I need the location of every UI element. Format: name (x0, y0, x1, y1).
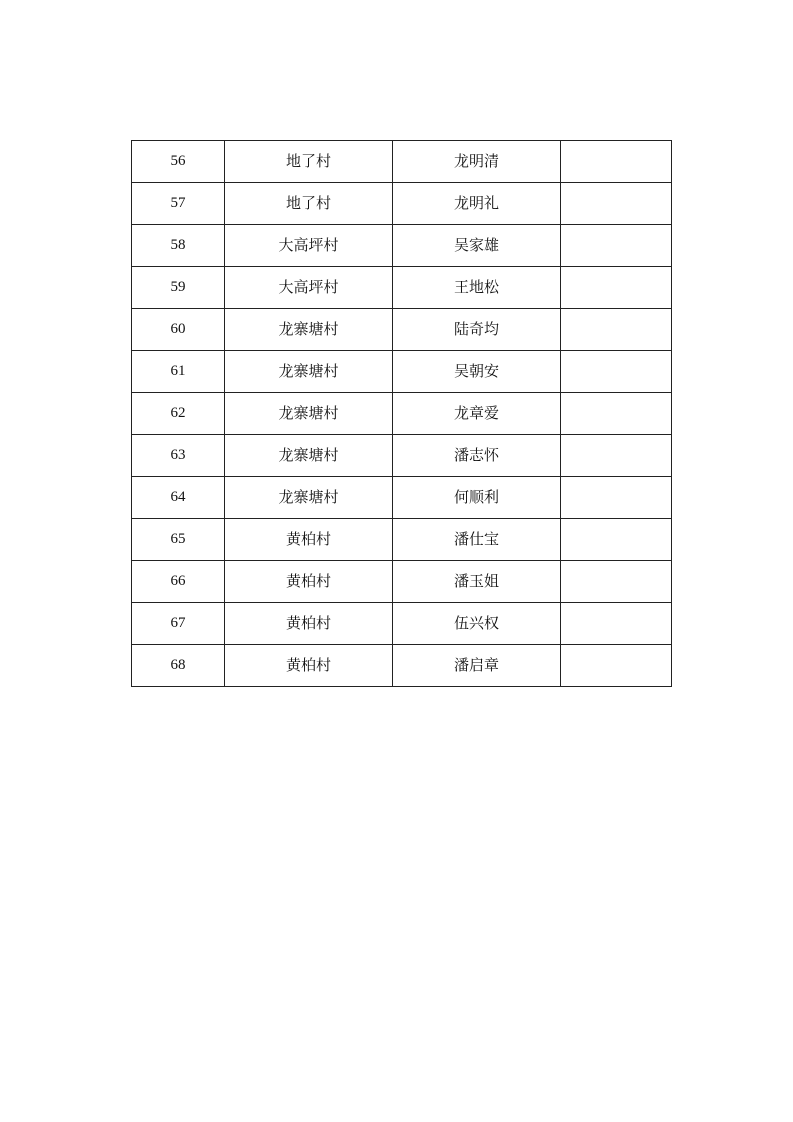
table-row (132, 351, 672, 393)
name-cell: 伍兴权 (393, 603, 561, 645)
village-cell: 龙寨塘村 (225, 435, 393, 477)
note-cell (561, 141, 672, 183)
roster-table-body (132, 141, 672, 687)
note-cell (561, 393, 672, 435)
village-cell: 黄柏村 (225, 561, 393, 603)
roster-table (131, 140, 672, 687)
village-cell: 地了村 (225, 141, 393, 183)
name-cell: 龙明清 (393, 141, 561, 183)
name-cell: 何顺利 (393, 477, 561, 519)
name-cell: 龙明礼 (393, 183, 561, 225)
row-number: 62 (132, 393, 225, 435)
table-row (132, 435, 672, 477)
note-cell (561, 183, 672, 225)
row-number: 68 (132, 645, 225, 687)
row-number: 59 (132, 267, 225, 309)
note-cell (561, 351, 672, 393)
village-cell: 龙寨塘村 (225, 351, 393, 393)
row-number: 65 (132, 519, 225, 561)
table-row (132, 225, 672, 267)
row-number: 63 (132, 435, 225, 477)
note-cell (561, 309, 672, 351)
village-cell: 黄柏村 (225, 603, 393, 645)
name-cell: 潘仕宝 (393, 519, 561, 561)
row-number: 67 (132, 603, 225, 645)
table-row (132, 645, 672, 687)
note-cell (561, 267, 672, 309)
note-cell (561, 561, 672, 603)
village-cell: 黄柏村 (225, 519, 393, 561)
village-cell: 大高坪村 (225, 267, 393, 309)
village-cell: 龙寨塘村 (225, 477, 393, 519)
village-cell: 龙寨塘村 (225, 393, 393, 435)
village-cell: 地了村 (225, 183, 393, 225)
row-number: 57 (132, 183, 225, 225)
table-row (132, 393, 672, 435)
row-number: 61 (132, 351, 225, 393)
table-row (132, 561, 672, 603)
table-row (132, 603, 672, 645)
name-cell: 龙章爱 (393, 393, 561, 435)
table-row (132, 477, 672, 519)
note-cell (561, 435, 672, 477)
note-cell (561, 645, 672, 687)
table-row (132, 183, 672, 225)
row-number: 66 (132, 561, 225, 603)
table-row (132, 141, 672, 183)
table-row (132, 519, 672, 561)
row-number: 58 (132, 225, 225, 267)
name-cell: 王地松 (393, 267, 561, 309)
row-number: 64 (132, 477, 225, 519)
name-cell: 潘启章 (393, 645, 561, 687)
name-cell: 吴朝安 (393, 351, 561, 393)
village-cell: 黄柏村 (225, 645, 393, 687)
name-cell: 潘玉姐 (393, 561, 561, 603)
name-cell: 陆奇均 (393, 309, 561, 351)
village-cell: 龙寨塘村 (225, 309, 393, 351)
village-cell: 大高坪村 (225, 225, 393, 267)
name-cell: 潘志怀 (393, 435, 561, 477)
note-cell (561, 225, 672, 267)
table-row (132, 267, 672, 309)
note-cell (561, 477, 672, 519)
note-cell (561, 519, 672, 561)
row-number: 60 (132, 309, 225, 351)
note-cell (561, 603, 672, 645)
table-row (132, 309, 672, 351)
name-cell: 吴家雄 (393, 225, 561, 267)
row-number: 56 (132, 141, 225, 183)
